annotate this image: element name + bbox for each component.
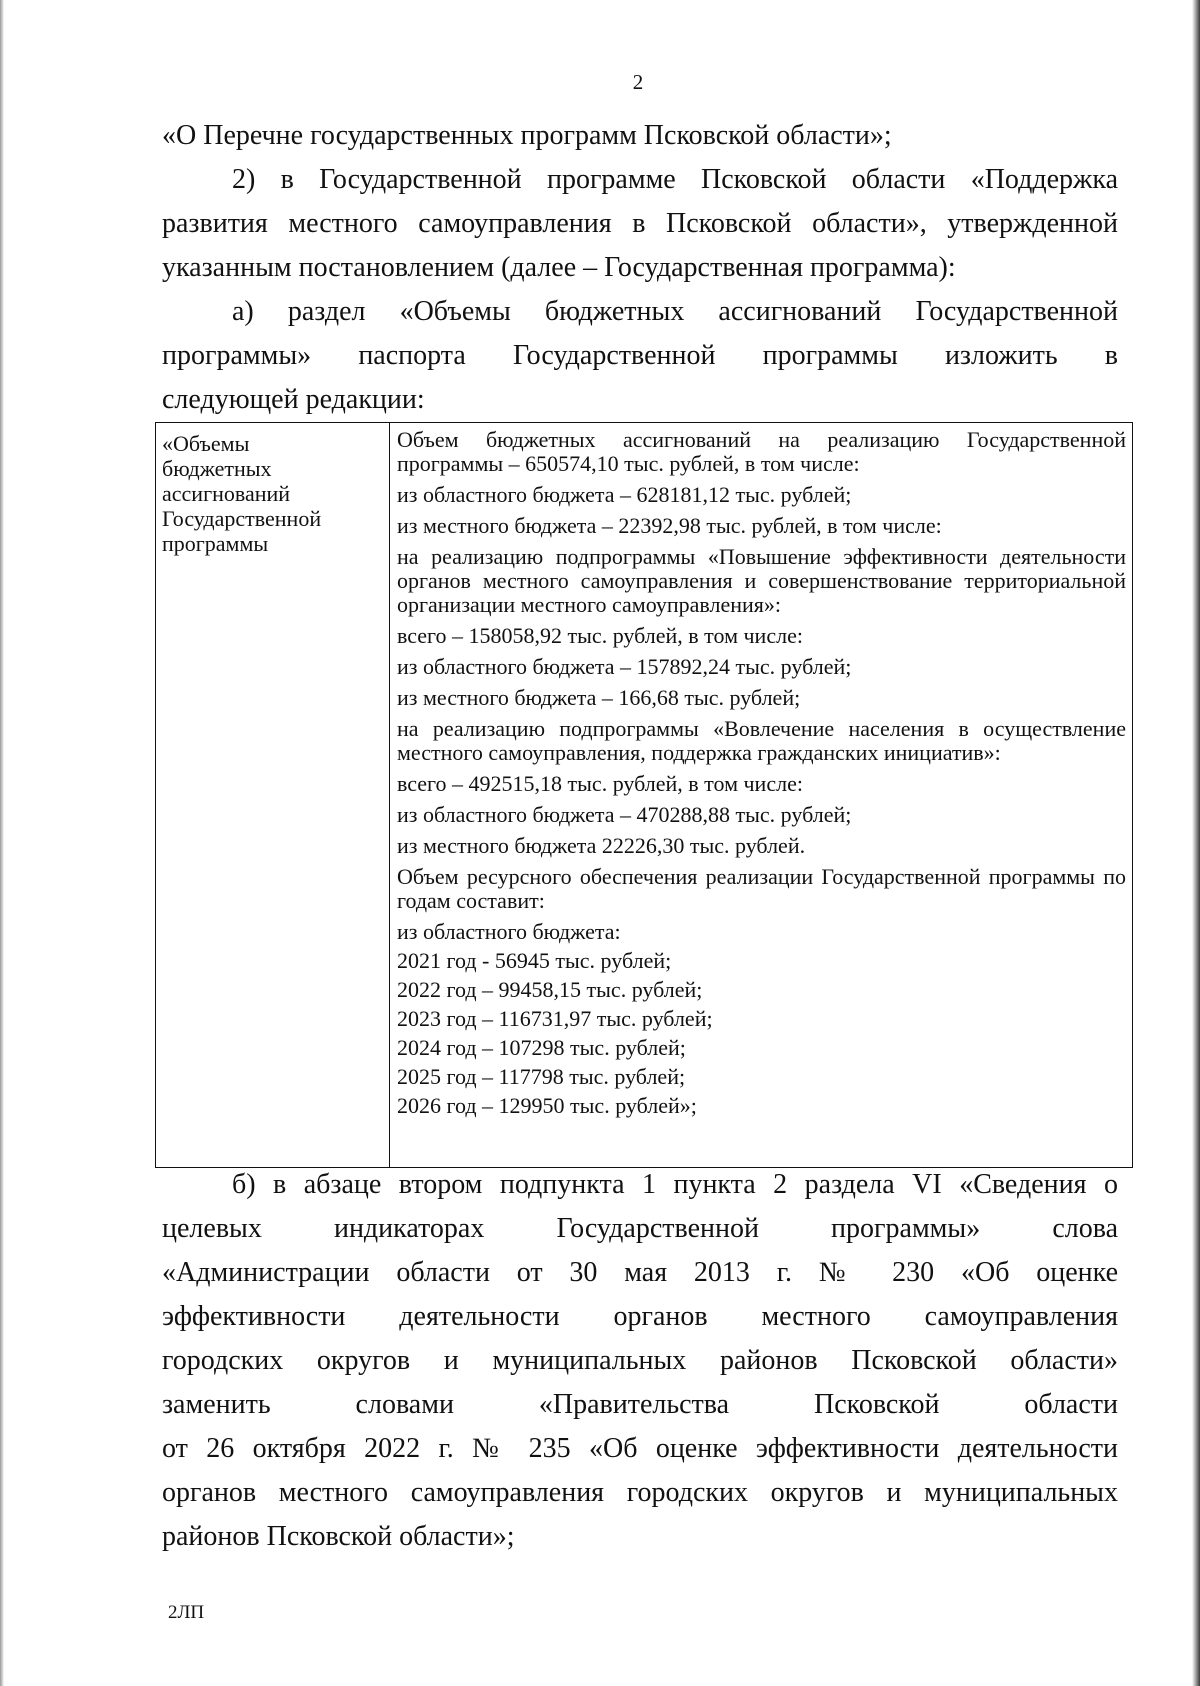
budget-line: из областного бюджета: xyxy=(397,919,621,944)
subprogram-2-title: на реализацию подпрограммы «Вовлечение населения в осуществление местного самоуправления, поддержка гражданских инициатив»: xyxy=(397,716,1126,765)
resource-by-years-title: Объем ресурсного обеспечения реализации Государственной программы по годам составит: xyxy=(397,864,1126,913)
year-line: 2021 год - 56945 тыс. рублей; xyxy=(397,948,672,973)
label-line: «Объемы xyxy=(162,431,250,456)
intro-line: «О Перечне государственных программ Псковской области»; xyxy=(162,120,892,151)
closing-line: от 26 октября 2022 г. № 235 «Об оценке эффективности деятельности xyxy=(162,1433,1118,1464)
budget-line: из областного бюджета – 470288,88 тыс. рублей; xyxy=(397,802,852,827)
budget-line: из местного бюджета – 166,68 тыс. рублей; xyxy=(397,685,801,710)
closing-line: городских округов и муниципальных районов Псковской области» xyxy=(162,1345,1118,1376)
closing-line: целевых индикаторах Государственной программы» слова xyxy=(162,1213,1118,1244)
subprogram-1-title: на реализацию подпрограммы «Повышение эффективности деятельности органов местного самоуправления и совершенствование территориальной организации местного самоуправления»: xyxy=(397,544,1126,617)
label-line: ассигнований xyxy=(162,481,291,506)
closing-line: заменить словами «Правительства Псковской области xyxy=(162,1389,1118,1420)
intro-line: а) раздел «Объемы бюджетных ассигнований Государственной xyxy=(232,296,1118,327)
page-number: 2 xyxy=(632,70,644,94)
closing-line: районов Псковской области»; xyxy=(162,1521,515,1552)
scan-edge-right xyxy=(1192,0,1200,1686)
closing-line: «Администрации области от 30 мая 2013 г. № 230 «Об оценке xyxy=(162,1257,1118,1288)
intro-line: указанным постановлением (далее – Государственная программа): xyxy=(162,252,956,283)
year-line: 2026 год – 129950 тыс. рублей»; xyxy=(397,1093,697,1118)
table-label-cell xyxy=(156,423,390,1167)
budget-total-paragraph: Объем бюджетных ассигнований на реализацию Государственной программы – 650574,10 тыс. рублей, в том числе: xyxy=(397,427,1126,476)
year-line: 2025 год – 117798 тыс. рублей; xyxy=(397,1064,686,1089)
closing-line: б) в абзаце втором подпункта 1 пункта 2 раздела VI «Сведения о xyxy=(232,1169,1118,1200)
label-line: программы xyxy=(162,531,269,556)
budget-line: из местного бюджета – 22392,98 тыс. рублей, в том числе: xyxy=(397,513,942,538)
budget-line: всего – 158058,92 тыс. рублей, в том числе: xyxy=(397,623,803,648)
closing-text xyxy=(162,1163,1118,1559)
budget-line: из областного бюджета – 157892,24 тыс. рублей; xyxy=(397,654,852,679)
closing-line: органов местного самоуправления городских округов и муниципальных xyxy=(162,1477,1118,1508)
footer-code: 2ЛП xyxy=(168,1602,205,1623)
label-line: бюджетных xyxy=(162,456,272,481)
intro-text xyxy=(162,114,1118,422)
year-line: 2024 год – 107298 тыс. рублей; xyxy=(397,1035,686,1060)
intro-line: 2) в Государственной программе Псковской области «Поддержка xyxy=(232,164,1118,195)
budget-line: из местного бюджета 22226,30 тыс. рублей. xyxy=(397,833,806,858)
closing-line: эффективности деятельности органов местного самоуправления xyxy=(162,1301,1118,1332)
year-line: 2023 год – 116731,97 тыс. рублей; xyxy=(397,1006,713,1031)
intro-line: программы» паспорта Государственной программы изложить в xyxy=(162,340,1118,371)
budget-table xyxy=(155,422,1133,1168)
year-line: 2022 год – 99458,15 тыс. рублей; xyxy=(397,977,703,1002)
label-line: Государственной xyxy=(162,506,322,531)
scan-edge-left xyxy=(0,0,4,1686)
table-value-cell xyxy=(390,423,1132,1123)
budget-line: из областного бюджета – 628181,12 тыс. рублей; xyxy=(397,482,852,507)
intro-line: следующей редакции: xyxy=(162,384,425,415)
intro-line: развития местного самоуправления в Псковской области», утвержденной xyxy=(162,208,1118,239)
budget-line: всего – 492515,18 тыс. рублей, в том числе: xyxy=(397,771,803,796)
